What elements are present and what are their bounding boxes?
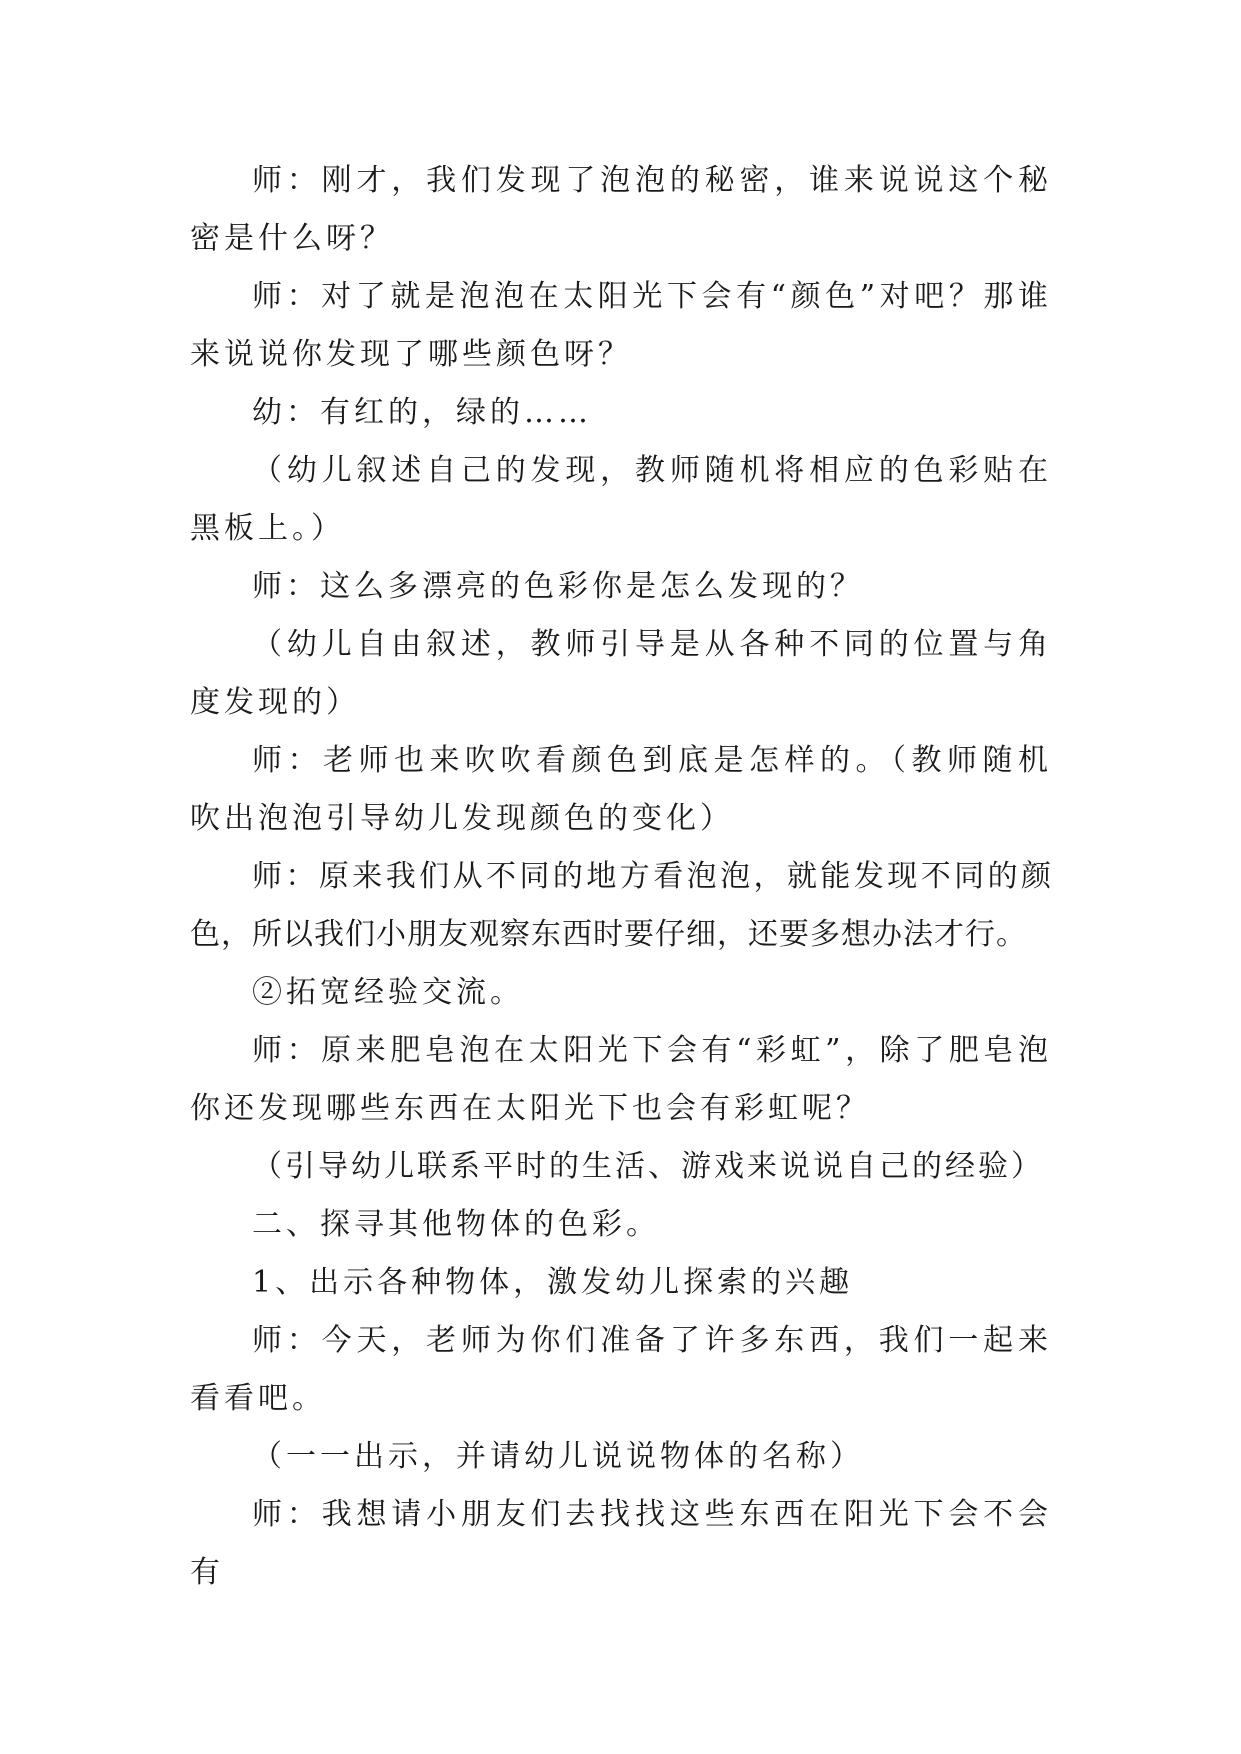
paragraph-11: （引导幼儿联系平时的生活、游戏来说说自己的经验） — [252, 1149, 1044, 1184]
paragraph-15: （一一出示，并请幼儿说说物体的名称） — [252, 1439, 864, 1474]
paragraph-16: 师：我想请小朋友们去找找这些东西在阳光下会不会有 — [190, 1497, 1052, 1590]
paragraph-7: 师：老师也来吹吹看颜色到底是怎样的。（教师随机吹出泡泡引导幼儿发现颜色的变化） — [190, 743, 1052, 836]
subsection-heading: 1、出示各种物体，激发幼儿探索的兴趣 — [252, 1265, 854, 1300]
paragraph-5: 师：这么多漂亮的色彩你是怎么发现的？ — [252, 569, 864, 604]
paragraph-2: 师：对了就是泡泡在太阳光下会有“颜色”对吧？那谁来说说你发现了哪些颜色呀？ — [190, 279, 1052, 372]
document-body — [190, 152, 1052, 1602]
paragraph-4: （幼儿叙述自己的发现，教师随机将相应的色彩贴在黑板上。） — [190, 453, 1052, 546]
paragraph-10: 师：原来肥皂泡在太阳光下会有“彩虹”，除了肥皂泡你还发现哪些东西在太阳光下也会有彩虹呢？ — [190, 1033, 1052, 1126]
paragraph-1: 师：刚才，我们发现了泡泡的秘密，谁来说说这个秘密是什么呀？ — [190, 163, 1052, 256]
paragraph-8: 师：原来我们从不同的地方看泡泡，就能发现不同的颜色，所以我们小朋友观察东西时要仔细，还要多想办法才行。 — [190, 859, 1052, 952]
paragraph-14: 师：今天，老师为你们准备了许多东西，我们一起来看看吧。 — [190, 1323, 1052, 1416]
paragraph-3: 幼：有红的，绿的…… — [252, 395, 592, 430]
paragraph-6: （幼儿自由叙述，教师引导是从各种不同的位置与角度发现的） — [190, 627, 1052, 720]
section-heading: 二、探寻其他物体的色彩。 — [252, 1207, 660, 1242]
paragraph-9: ②拓宽经验交流。 — [252, 975, 524, 1010]
